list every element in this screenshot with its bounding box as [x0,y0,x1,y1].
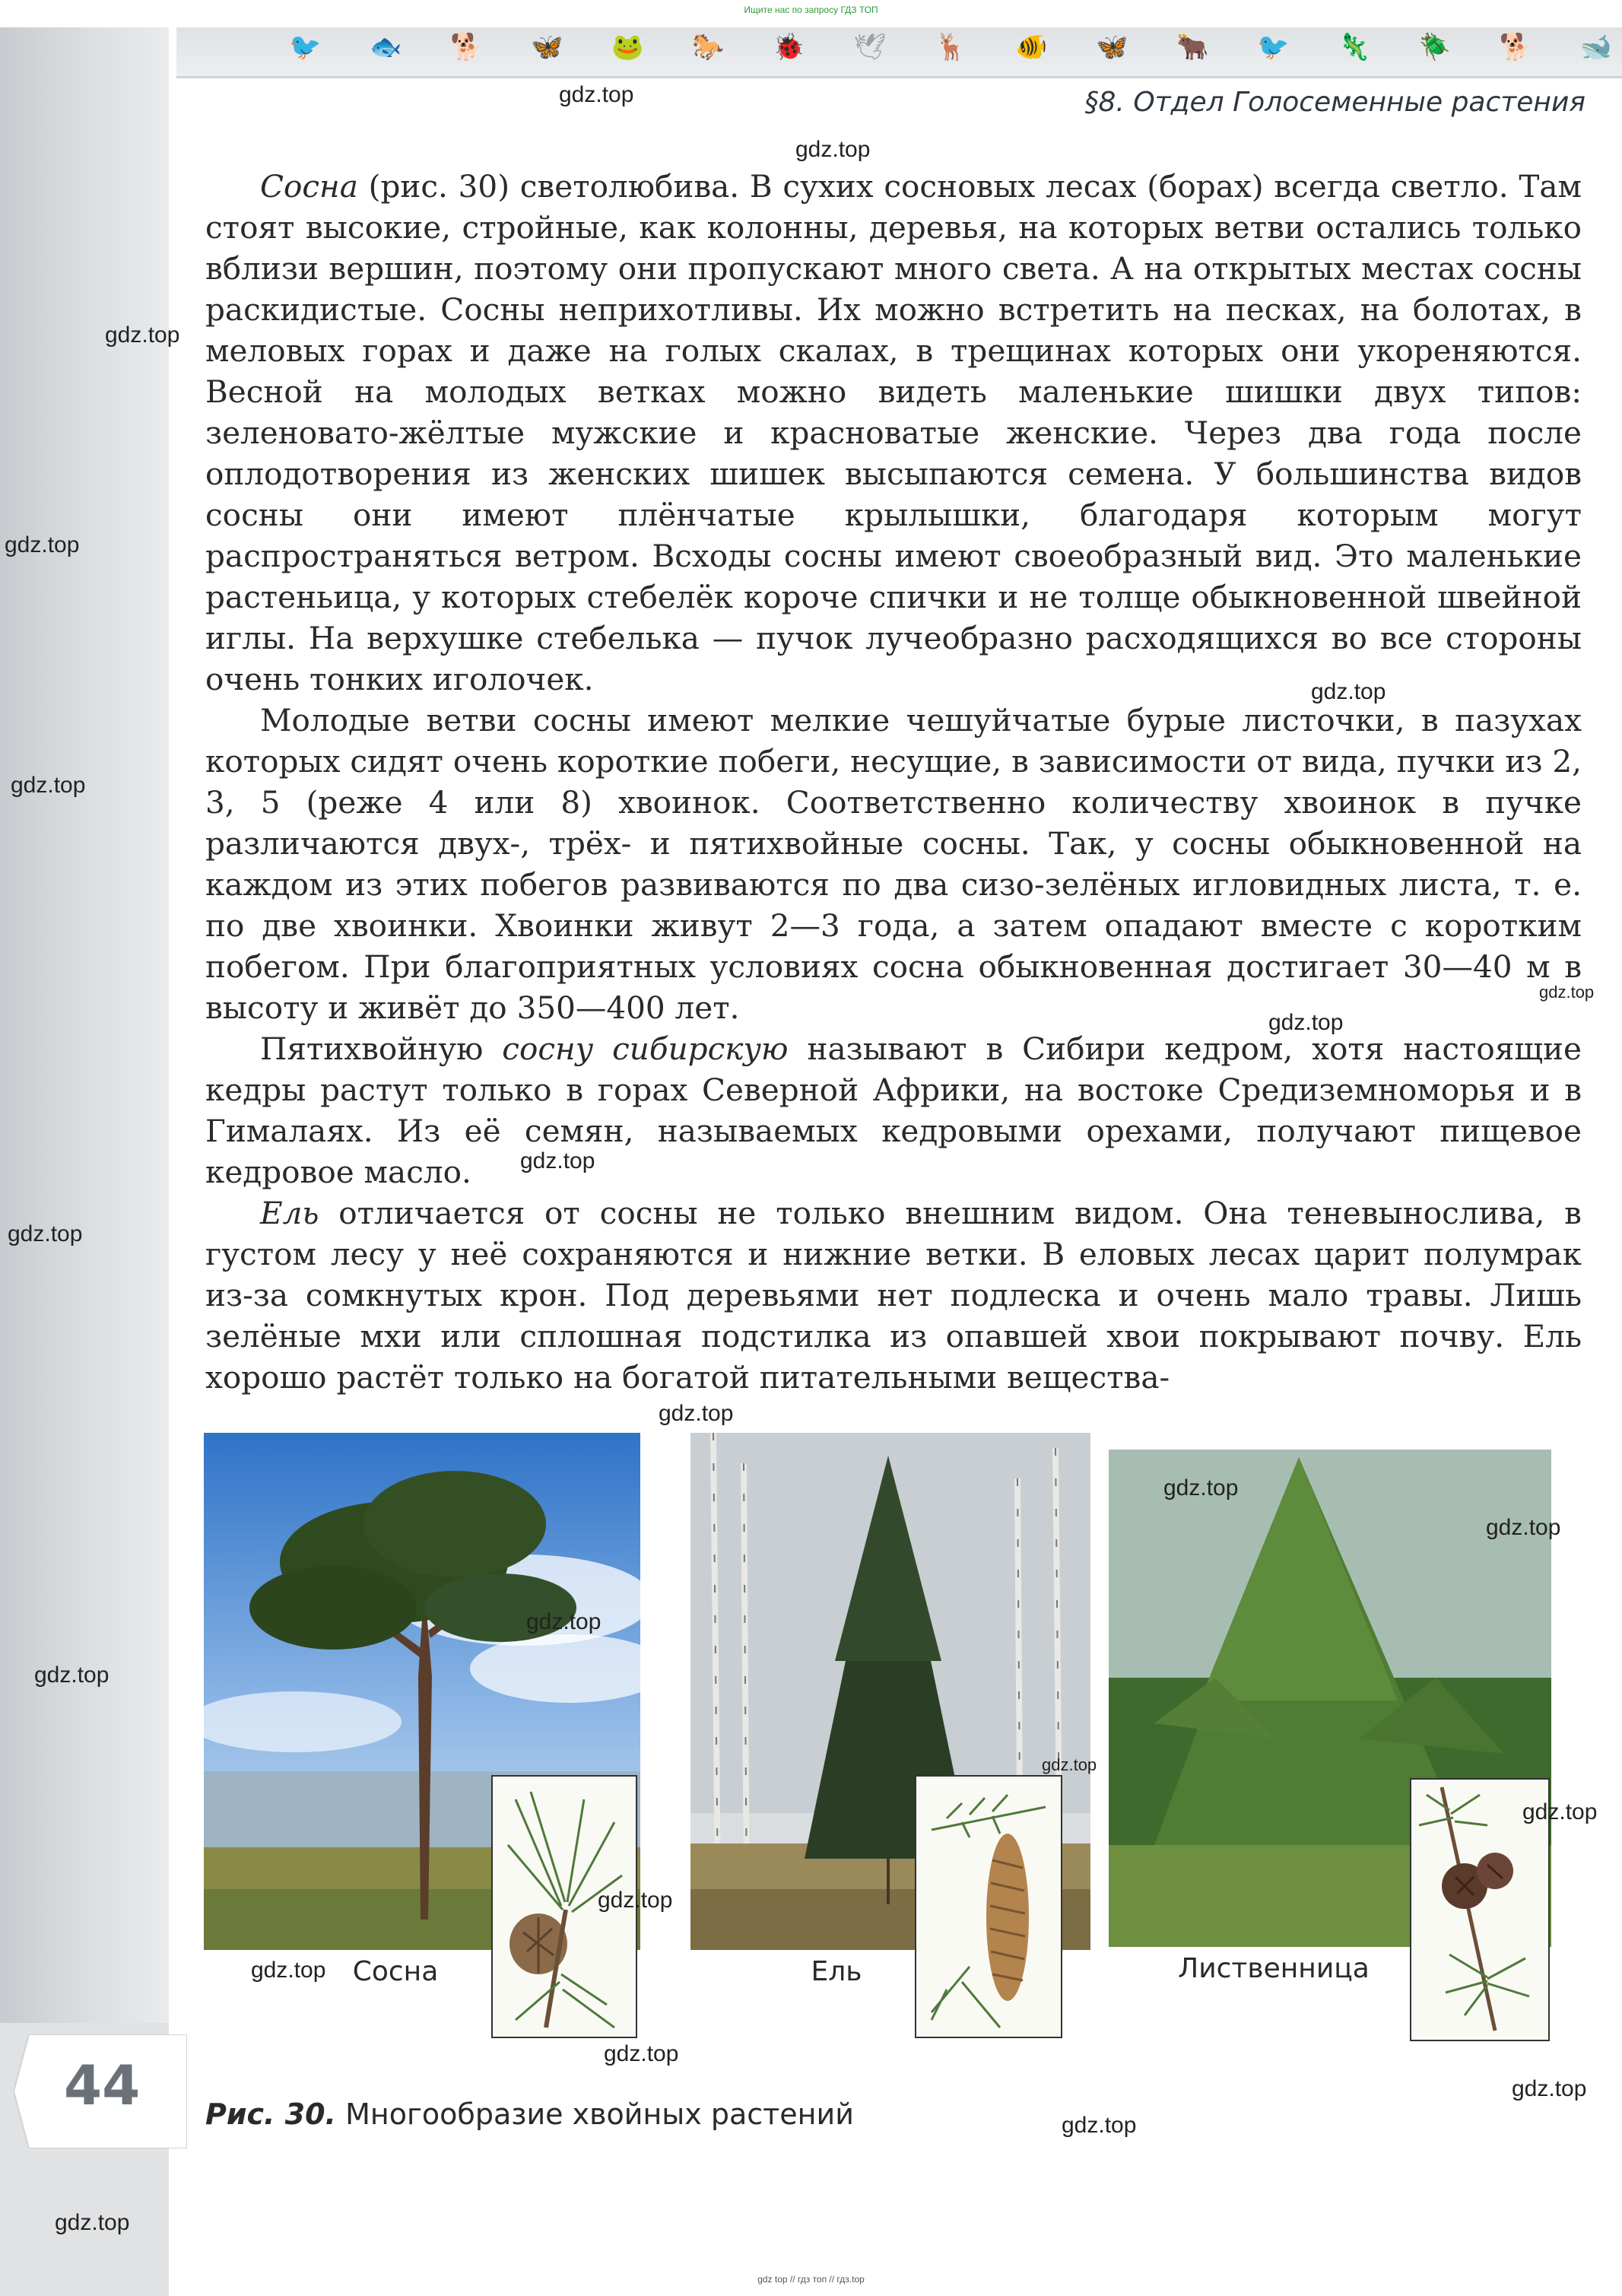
pine-label: Сосна [352,1956,439,1987]
term-siberian-pine: сосну сибирскую [502,1031,789,1067]
fish-icon: 🐟 [370,32,402,62]
larch-label: Лиственница [1178,1953,1370,1984]
header-divider [176,76,1622,78]
bird-icon: 🕊 [853,32,887,62]
watermark: gdz.top [526,1609,602,1634]
watermark: gdz.top [55,2210,130,2235]
term-spruce: Ель [260,1195,319,1231]
frog-icon: 🐸 [611,32,644,62]
watermark: gdz.top [598,1888,673,1913]
watermark: gdz.top [1539,983,1595,1002]
watermark: gdz.top [559,82,634,107]
spruce-cone-inset [915,1775,1062,2038]
figure-caption [205,2098,854,2131]
watermark: gdz.top [5,532,80,557]
watermark: gdz.top [604,2041,679,2066]
paragraph-pine: Сосна (рис. 30) светолюбива. В сухих сосновых лесах (борах) всегда светло. Там стоят высокие, стройные, как колонны, деревья, на которых ветви остались только вблизи вершин, поэтому они пропускают много света. А на открытых местах сосны раскидистые. Сосны неприхотливы. Их можно встретить на песках, на болотах, в меловых горах и даже на голых скалах, в трещинах которых они укореняются. Весной на молодых ветках можно видеть маленькие шишки двух типов: зеленовато-жёлтые мужские и красноватые женские. Через два года после оплодотворения из женских шишек высыпаются семена. У большинства видов сосны они имеют плёнчатые крылышки, благодаря которым могут распространяться ветром. Всходы сосны имеют своеобразный вид. Это маленькие растеньица, у которых стебелёк короче спички и не толще обыкновенной швейной иглы. На верхушке стебелька — пучок лучеобразно расходящихся во все стороны очень тонких иголочек. [205,168,1582,697]
bottom-note: gdz top // гдз топ // гдз.top [757,2274,865,2285]
spruce-label: Ель [811,1956,862,1987]
watermark: gdz.top [659,1401,734,1426]
bird-icon: 🐦 [289,32,322,62]
watermark: gdz.top [1268,1010,1344,1035]
fish-icon: 🐋 [1579,32,1612,62]
watermark: gdz.top [11,773,86,798]
dog-icon: 🐕 [1499,32,1532,62]
watermark: gdz.top [1512,2076,1587,2101]
term-pine: Сосна [260,168,358,205]
dog-icon: 🐕 [450,32,483,62]
watermark: gdz.top [8,1221,83,1246]
top-note: Ищите нас по запросу ГДЗ ТОП [744,5,878,15]
fish-icon: 🐠 [1015,32,1048,62]
horse-icon: 🐎 [692,32,725,62]
bird-icon: 🐦 [1257,32,1290,62]
watermark: gdz.top [1062,2113,1137,2138]
figure-caption-label: Рис. 30. [205,2098,336,2131]
watermark: gdz.top [1486,1515,1561,1540]
watermark: gdz.top [1311,679,1386,704]
watermark: gdz.top [1522,1799,1598,1824]
watermark: gdz.top [1163,1475,1239,1500]
butterfly-icon: 🦋 [1096,32,1128,62]
deer-icon: 🦌 [935,32,967,62]
section-title: §8. Отдел Голосеменные растения [1084,87,1585,118]
watermark: gdz.top [251,1958,326,1983]
animal-silhouettes-ornament [289,30,1612,64]
bug-icon: 🪲 [1418,32,1451,62]
watermark: gdz.top [520,1148,595,1173]
bug-icon: 🐞 [773,32,805,62]
watermark: gdz.top [105,322,180,348]
paragraph-siberian-pine: Пятихвойную сосну сибирскую называют в Сибири кедром, хотя настоящие кедры растут только в горах Северной Африки, на востоке Средиземноморья и в Гималаях. Из её семян, называемых кедровыми орехами, получают пищевое кедровое масло. [205,1031,1582,1190]
butterfly-icon: 🦋 [531,32,563,62]
figure-caption-text: Многообразие хвойных растений [335,2098,854,2131]
body-text [205,166,1582,1398]
lizard-icon: 🦎 [1338,32,1370,62]
watermark: gdz.top [795,137,871,162]
ox-icon: 🐂 [1176,32,1209,62]
watermark: gdz.top [34,1662,110,1688]
paragraph-young-branches: Молодые ветви сосны имеют мелкие чешуйчатые бурые листочки, в пазухах которых сидят очень короткие побеги, несущие, в зависимости от вида, пучки из 2, 3, 5 (реже 4 или 8) хвоинок. Соответственно количеству хвоинок в пучке различаются двух-, трёх- и пятихвойные сосны. Так, у сосны обыкновенной на каждом из этих побегов развиваются по два сизо-зелёных игловидных листа, т. е. по две хвоинки. Хвоинки живут 2—3 года, а затем опадают вместе с коротким побегом. При благоприятных условиях сосна обыкновенная достигает 30—40 м в высоту и живёт до 350—400 лет. [205,702,1582,1026]
left-margin-band [0,27,169,2296]
paragraph-spruce: Ель отличается от сосны не только внешним видом. Она теневынослива, в густом лесу у неё сохраняются и нижние ветки. В еловых лесах царит полумрак из-за сомкнутых крон. Под деревьями нет подлеска и очень мало травы. Лишь зелёные мхи или сплошная подстилка из опавшей хвои покрывают почву. Ель хорошо растёт только на богатой питательными вещества- [205,1195,1582,1396]
page-number: 44 [64,2053,141,2117]
watermark: gdz.top [1042,1755,1097,1774]
